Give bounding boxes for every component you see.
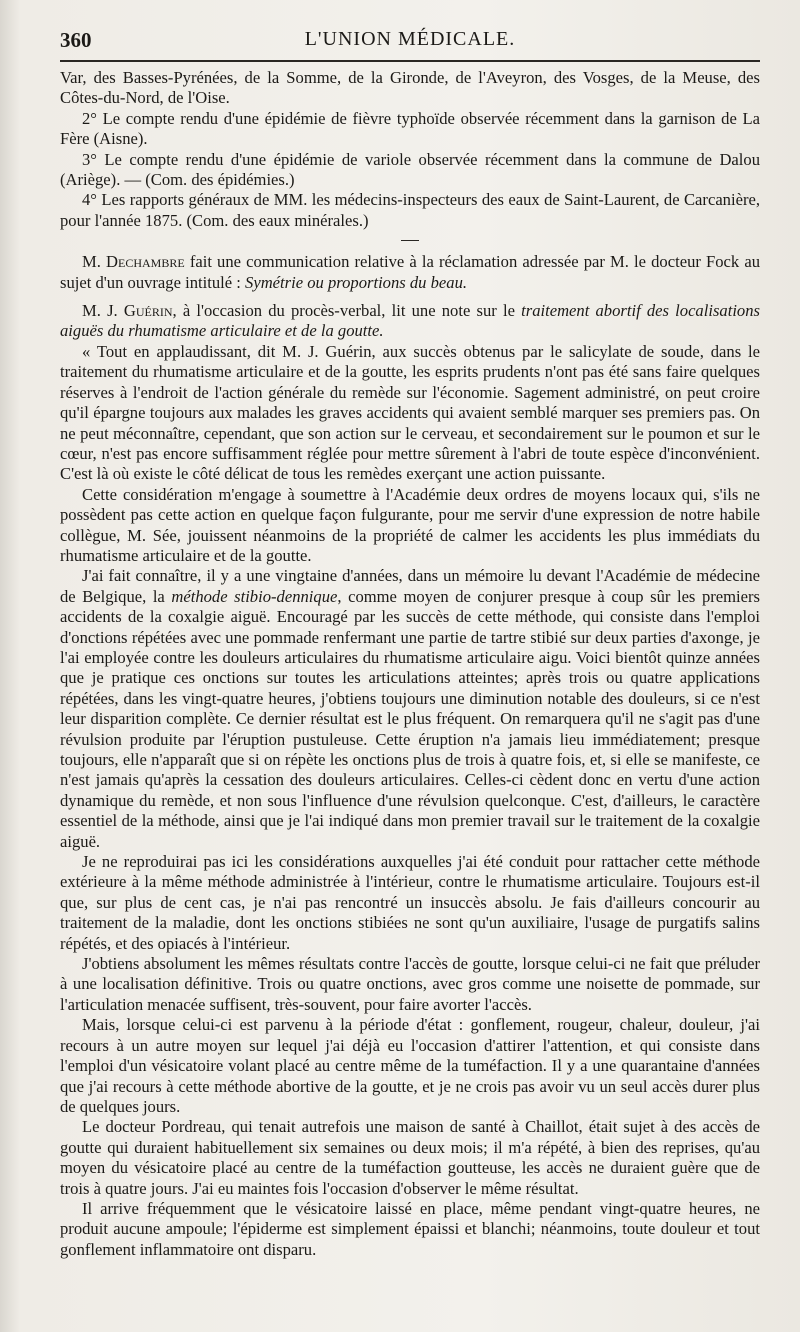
communication-text: fait une communication relative à la réclamation adressée par M. le docteur Fock au sujet d'un ouvrage intitulé : [60,252,760,292]
speaker-name: Guérin [123,301,173,321]
paragraph-3 [60,566,760,852]
speaker-prefix: M. [82,252,101,272]
paragraph-5: J'obtiens absolument les mêmes résultats contre l'accès de goutte, lorsque celui-ci ne fait que préluder à une localisation définitive. Trois ou quatre onctions, avec gros comme une noisette de pommade, sur l'articulation menacée suffisent, très-souvent, pour faire avorter l'accès. [60,954,760,1014]
paragraph-7: Le docteur Pordreau, qui tenait autrefois une maison de santé à Chaillot, était sujet à des accès de goutte qui duraient habituellement six semaines ou deux mois; il m'a répété, à bien des reprises, qu'au moyen du vésicatoire placé au centre de la tuméfaction goutteuse, les accès ne duraient guère que de trois à quatre jours. J'ai eu maintes fois l'occasion d'observer le même résultat. [60,1117,760,1198]
list-item-2: 2° Le compte rendu d'une épidémie de fièvre typhoïde observée récemment dans la garnison de La Fère (Aisne). [60,108,760,149]
speaker-name: Dechambre [106,252,185,272]
paragraph-1: « Tout en applaudissant, dit M. J. Guérin, aux succès obtenus par le salicylate de soude, dans le traitement du rhumatisme articulaire et de la goutte, les esprits prudents n'ont pas été sans faire quelques réserves à l'endroit de l'action générale du remède sur l'économie. Sagement administré, on peut croire qu'il épargne toujours aux malades les graves accidents qui avaient semblé marquer ses premiers pas. On ne peut méconnaître, cependant, que son action sur le cerveau, et secondairement sur le poumon et sur le cœur, n'est pas encore suffisamment réglée pour mettre sûrement à l'abri de toute espèce d'inconvénient. C'est là où existe le côté délicat de tous les remèdes exerçant une action puissante. [60,341,760,484]
speaker-prefix: M. J. [82,301,118,321]
method-name: méthode stibio-dennique [171,586,338,606]
note-title: traitement abortif des localisations aiguës du rhumatisme articulaire et de la goutte. [60,301,760,341]
page-header [60,24,760,62]
article-body [60,68,760,1260]
paragraph-4: Je ne reproduirai pas ici les considérations auxquelles j'ai été conduit pour rattacher cette méthode extérieure à la même méthode administrée à l'intérieur, contre le rhumatisme articulaire. Toujours est-il que, sur plus de cent cas, je n'ai pas rencontré un insuccès absolu. Je fais d'ailleurs concourir au traitement de la maladie, dont les onctions stibiées ne sont qu'un auxiliaire, l'usage de purgatifs salins répétés, et des opiacés à l'intérieur. [60,852,760,953]
paragraph-3-rest: , comme moyen de conjurer presque à coup sûr les premiers accidents de la coxalgie aiguë. Encouragé par les succès de cette méthode, qui consiste dans l'emploi d'onctions répétées avec une pommade renfermant une partie de tartre stibié sur deux parties d'axonge, je l'ai employée contre les douleurs articulaires du rhumatisme articulaire aigu. Voici bientôt quinze années que je pratique ces onctions sur toutes les articulations atteintes; après trois ou quatre applications répétées, dans les vingt-quatre heures, j'obtiens toujours une diminution notable des douleurs, si ce n'est leur disparition complète. Ce dernier résultat est le plus fréquent. On remarquera qu'il ne s'agit pas d'une révulsion produite par l'éruption pustuleuse. Cette éruption n'a jamais lieu immédiatement; presque toujours, elle n'apparaît que si on répète les onctions plus de trois à quatre fois, et, si elle se manifeste, ce n'est jamais qu'après la cessation des douleurs articulaires. Celles-ci cèdent donc en vertu d'une action dynamique du remède, et non sous l'influence d'une révulsion quelconque. C'est, d'ailleurs, le caractère essentiel de la méthode, ainsi que je l'ai indiqué dans mon premier travail sur le traitement de la coxalgie aiguë. [60,586,761,851]
list-item-4: 4° Les rapports généraux de MM. les médecins-inspecteurs des eaux de Saint-Laurent, de Carcanière, pour l'année 1875. (Com. des eaux minérales.) [60,190,760,230]
paragraph-2: Cette considération m'engage à soumettre à l'Académie deux ordres de moyens locaux qui, s'ils ne possèdent pas cette action en quelque façon fulgurante, pour me servir d'une expression de notre habile collègue, M. Sée, jouissent néanmoins de la propriété de calmer les accidents les plus immédiats du rhumatisme articulaire et de la goutte. [60,484,760,565]
book-title: Symétrie ou proportions du beau. [245,272,468,292]
dechambre-communication [60,252,760,293]
guerin-note-intro [60,301,760,342]
paragraph-6: Mais, lorsque celui-ci est parvenu à la période d'état : gonflement, rougeur, chaleur, douleur, j'ai recours à un autre moyen sur lequel j'ai déjà eu l'occasion d'attirer l'attention, et qui consiste dans l'emploi d'un vésicatoire volant placé au centre même de la tuméfaction. Il y a une quarantaine d'années que j'ai recours à cette méthode abortive de la goutte, et je ne crois pas avoir vu un seul accès durer plus de quelques jours. [60,1015,760,1116]
page-number: 360 [60,28,92,52]
running-title: L'UNION MÉDICALE. [304,28,516,50]
paragraph-8: Il arrive fréquemment que le vésicatoire laissé en place, même pendant vingt-quatre heures, ne produit aucune ampoule; l'épiderme est simplement épaissi et blanchi; néanmoins, toute douleur et tout gonflement inflammatoire ont disparu. [60,1198,760,1259]
note-text: , à l'occasion du procès-verbal, lit une note sur le [172,301,522,321]
list-item-3: 3° Le compte rendu d'une épidémie de variole observée récemment dans la commune de Dalou (Ariège). — (Com. des épidémies.) [60,149,760,190]
list-continuation: Var, des Basses-Pyrénées, de la Somme, de la Gironde, de l'Aveyron, des Vosges, de la Meuse, des Côtes-du-Nord, de l'Oise. [60,68,760,108]
section-divider [401,240,419,241]
spacer [60,293,760,301]
paragraph-3-start: J'ai fait connaître, il y a une vingtaine d'années, dans un mémoire lu devant l'Académie de médecine de Belgique, la [60,566,760,606]
